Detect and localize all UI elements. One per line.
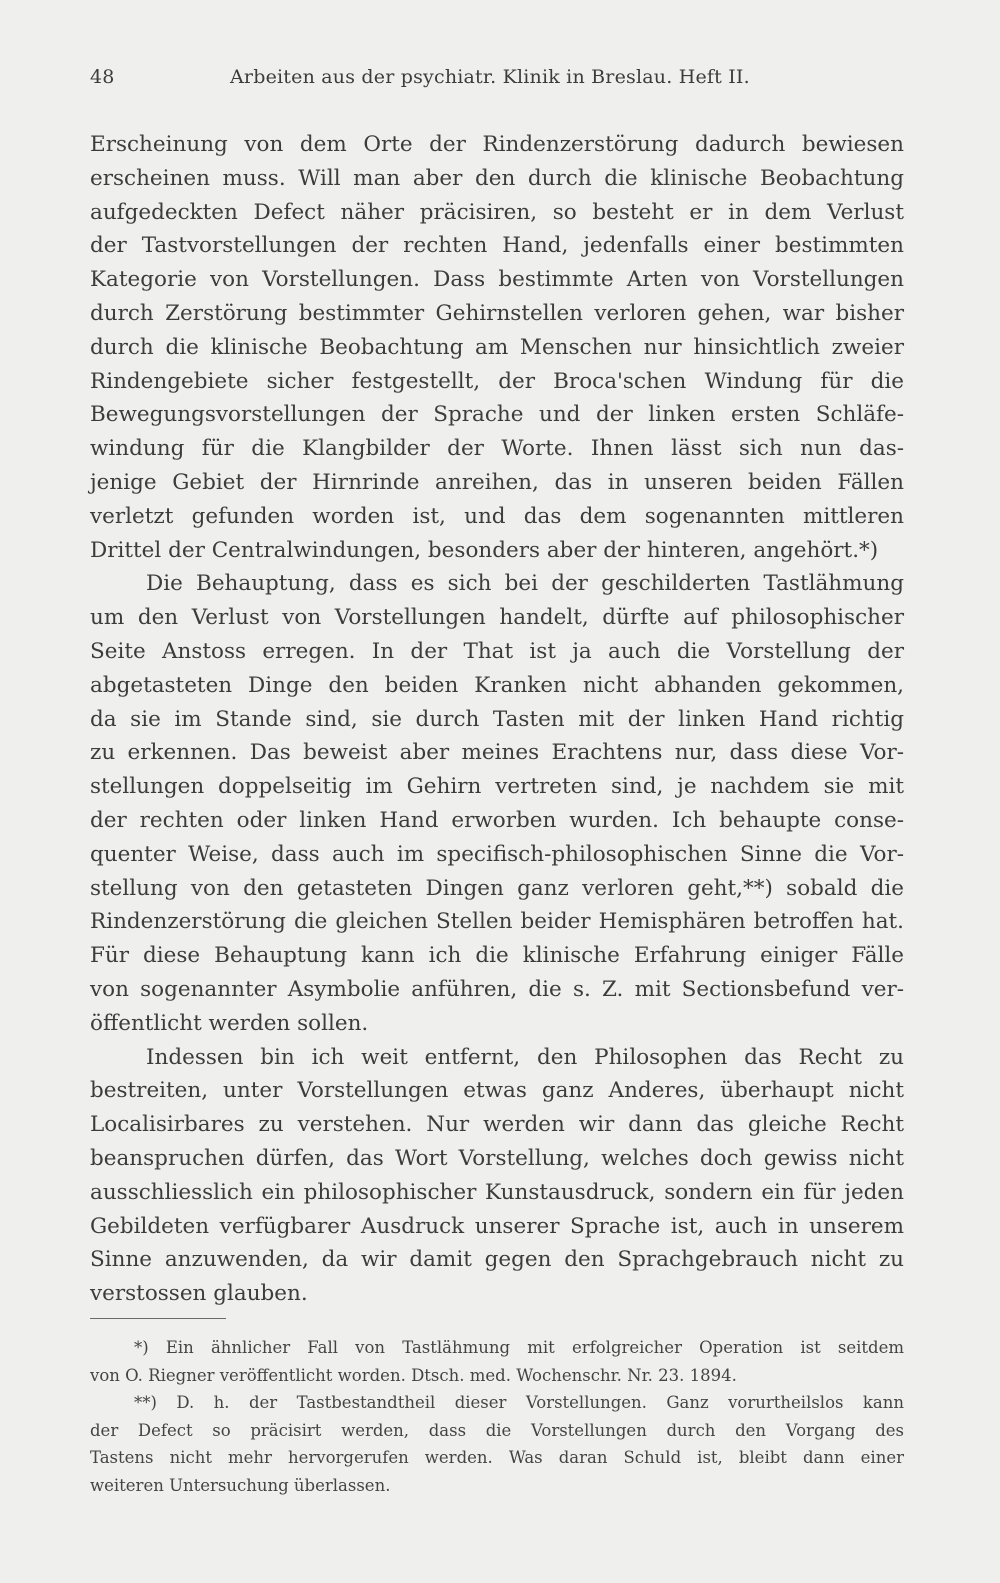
text-line: durch Zerstörung bestimmter Gehirnstellen verloren gehen, war bisher (90, 300, 904, 326)
text-line: Rindenzerstörung die gleichen Stellen beider Hemisphären betroffen hat. (90, 909, 904, 935)
text-line: Bewegungsvorstellungen der Sprache und der linken ersten Schläfe- (90, 402, 904, 428)
text-line: windung für die Klangbilder der Worte. Ihnen lässt sich nun das- (90, 436, 904, 462)
text-line: da sie im Stande sind, sie durch Tasten mit der linken Hand richtig (90, 706, 904, 732)
text-line: Sinne anzuwenden, da wir damit gegen den Sprachgebrauch nicht zu (90, 1247, 904, 1273)
text-line: Seite Anstoss erregen. In der That ist ja auch die Vorstellung der (90, 638, 904, 664)
text-line: abgetasteten Dinge den beiden Kranken nicht abhanden gekommen, (90, 672, 904, 698)
text-line: jenige Gebiet der Hirnrinde anreihen, das in unseren beiden Fällen (90, 469, 904, 495)
text-line: Localisirbares zu verstehen. Nur werden wir dann das gleiche Recht (90, 1112, 904, 1138)
text-line: um den Verlust von Vorstellungen handelt, dürfte auf philosophischer (90, 605, 904, 631)
text-line: Drittel der Centralwindungen, besonders aber der hinteren, angehört.*) (90, 537, 879, 563)
footnote-line: Tastens nicht mehr hervorgerufen werden. Was daran Schuld ist, bleibt dann einer (90, 1448, 904, 1468)
footnote-line: *) Ein ähnlicher Fall von Tastlähmung mit erfolgreicher Operation ist seitdem (134, 1338, 904, 1357)
text-line: Kategorie von Vorstellungen. Dass bestimmte Arten von Vorstellungen (90, 267, 904, 293)
text-line: Gebildeten verfügbarer Ausdruck unserer Sprache ist, auch in unserem (90, 1213, 904, 1239)
text-line: Für diese Behauptung kann ich die klinische Erfahrung einiger Fälle (90, 943, 904, 969)
text-line: Erscheinung von dem Orte der Rindenzerstörung dadurch bewiesen (90, 132, 904, 157)
body-text (90, 128, 904, 1311)
footnote-line: weiteren Untersuchung überlassen. (90, 1475, 391, 1495)
text-line: der rechten oder linken Hand erworben wurden. Ich behaupte conse- (90, 807, 904, 833)
text-line: quenter Weise, dass auch im specifisch-philosophischen Sinne die Vor- (90, 841, 904, 867)
paragraph-start-line: Indessen bin ich weit entfernt, den Philosophen das Recht zu (146, 1044, 904, 1070)
text-line: verstossen glauben. (90, 1281, 308, 1307)
text-line: stellungen doppelseitig im Gehirn vertreten sind, je nachdem sie mit (90, 774, 904, 800)
text-line: öffentlicht werden sollen. (90, 1010, 369, 1036)
paragraph-start-line: Die Behauptung, dass es sich bei der geschilderten Tastlähmung (146, 571, 904, 597)
text-line: ausschliesslich ein philosophischer Kunstausdruck, sondern ein für jeden (90, 1179, 904, 1205)
page-number: 48 (90, 66, 115, 88)
text-line: stellung von den getasteten Dingen ganz verloren geht,**) sobald die (90, 875, 904, 901)
footnote-line: **) D. h. der Tastbestandtheil dieser Vorstellungen. Ganz vorurtheilslos kann (134, 1393, 904, 1413)
footnote-divider (90, 1318, 226, 1319)
text-line: Rindengebiete sicher festgestellt, der Broca'schen Windung für die (90, 368, 904, 394)
text-line: beanspruchen dürfen, das Wort Vorstellung, welches doch gewiss nicht (90, 1145, 904, 1171)
text-line: von sogenannter Asymbolie anführen, die s. Z. mit Sectionsbefund ver- (90, 976, 904, 1002)
running-title: Arbeiten aus der psychiatr. Klinik in Breslau. Heft II. (230, 66, 750, 88)
text-line: erscheinen muss. Will man aber den durch die klinische Beobachtung (90, 165, 904, 191)
footnote-line: von O. Riegner veröffentlicht worden. Dtsch. med. Wochenschr. Nr. 23. 1894. (90, 1365, 737, 1385)
text-line: bestreiten, unter Vorstellungen etwas ganz Anderes, überhaupt nicht (90, 1078, 904, 1104)
text-line: der Tastvorstellungen der rechten Hand, jedenfalls einer bestimmten (90, 233, 904, 259)
running-header (90, 66, 904, 94)
footnote-line: der Defect so präcisirt werden, dass die Vorstellungen durch den Vorgang des (90, 1420, 904, 1440)
text-line: zu erkennen. Das beweist aber meines Erachtens nur, dass diese Vor- (90, 740, 904, 766)
text-line: durch die klinische Beobachtung am Menschen nur hinsichtlich zweier (90, 334, 904, 360)
footnotes (90, 1334, 904, 1500)
text-line: verletzt gefunden worden ist, und das dem sogenannten mittleren (90, 503, 904, 529)
text-line: aufgedeckten Defect näher präcisiren, so besteht er in dem Verlust (90, 199, 904, 225)
